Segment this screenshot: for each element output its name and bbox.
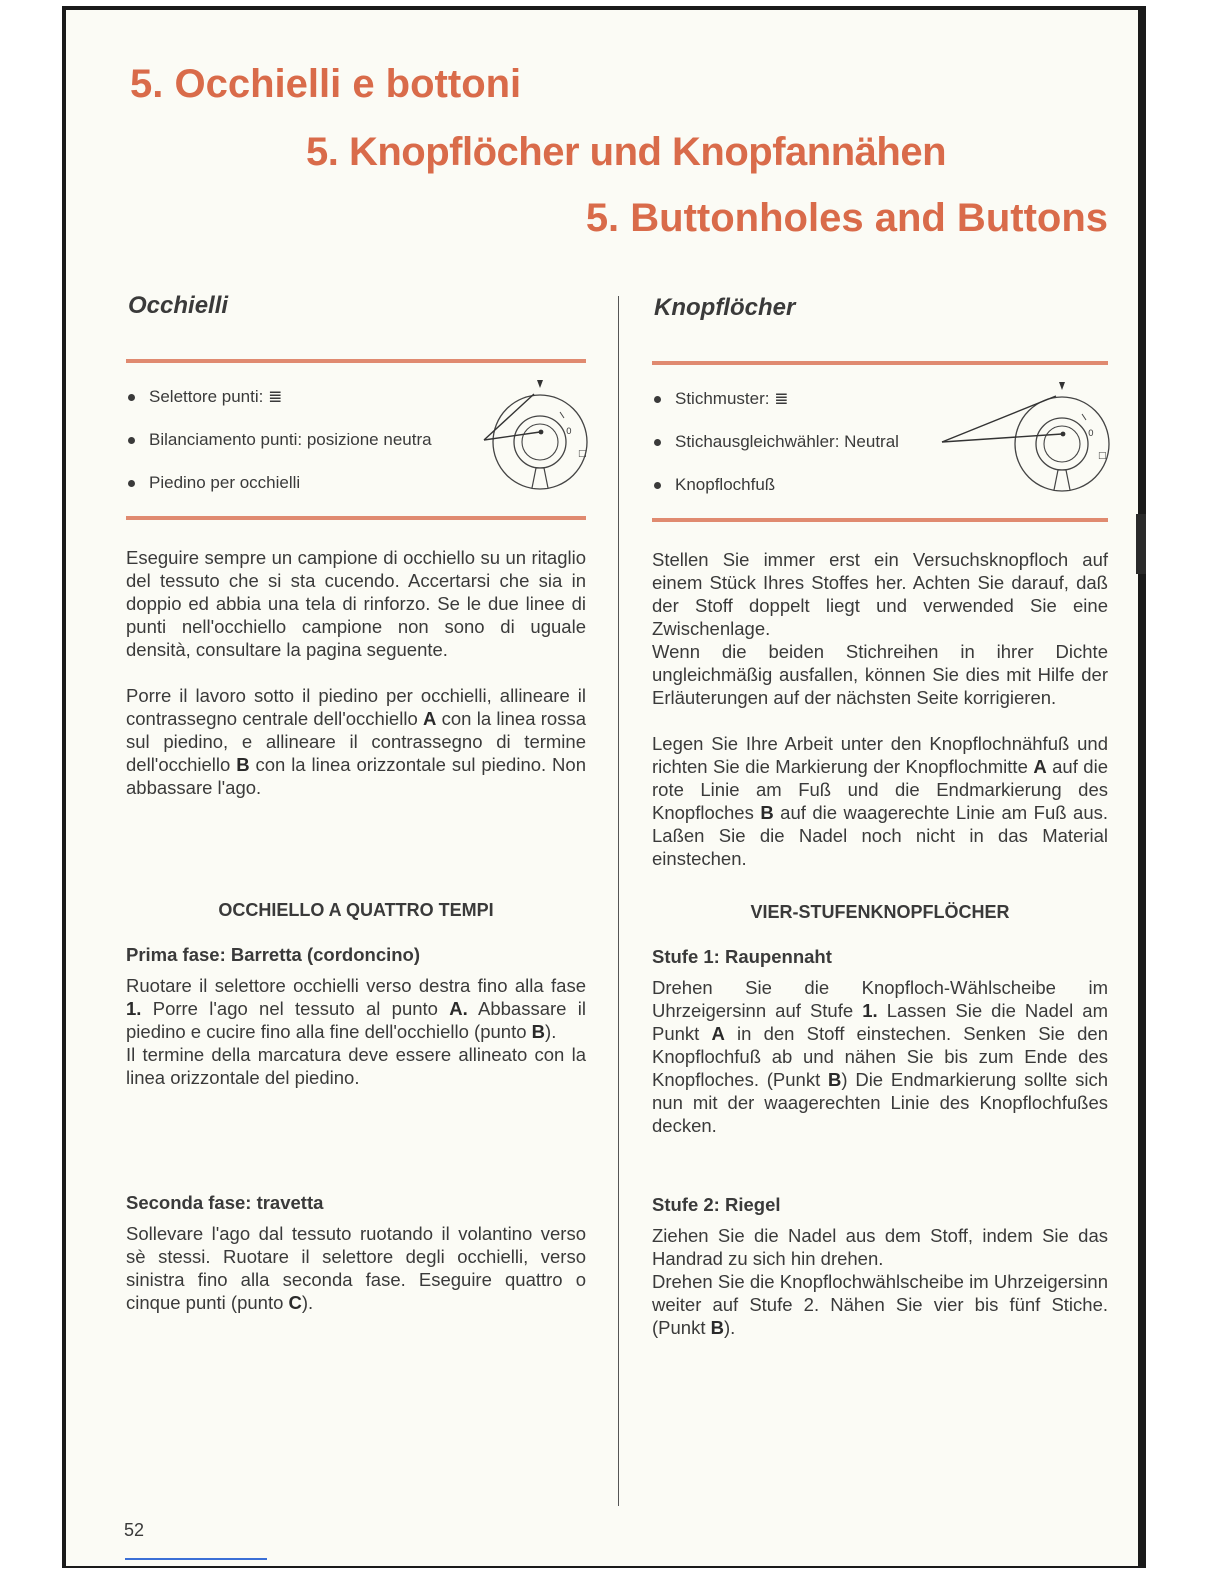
requirement-text: Bilanciamento punti: posizione neutra (149, 430, 432, 449)
requirement-text: Piedino per occhielli (149, 473, 301, 492)
requirement-item (654, 388, 788, 410)
text-run: ). (545, 1021, 557, 1042)
section-title-left: OCCHIELLO A QUATTRO TEMPI (218, 900, 494, 920)
title-italian: 5. Occhielli e bottoni (130, 62, 522, 106)
placement-text-left (126, 684, 586, 799)
title-english: 5. Buttonholes and Buttons (585, 196, 1108, 240)
label-step-number: 1. (126, 998, 142, 1019)
step1-text-left (126, 974, 586, 1089)
intro-text-left: Eseguire sempre un campione di occhiello su un ritaglio del tessuto che si sta cucendo. Accertarsi che sia in doppio ed abbia una tela di rinforzo. Se le due linee di punti nell'occhiello campione non sono di uguale densità, consultare la pagina seguente. (126, 547, 586, 660)
text-run: Lassen Sie die Nadel am Punkt (652, 1000, 1108, 1044)
stitch-dial-icon (936, 378, 1114, 502)
step2-text-left (126, 1222, 586, 1314)
text-run: Ziehen Sie die Nadel aus dem Stoff, indem Sie das Handrad zu sich hin drehen. (652, 1225, 1108, 1269)
step1-title-left: Prima fase: Barretta (cordoncino) (126, 944, 421, 965)
svg-text:□: □ (1098, 451, 1107, 461)
requirement-text: Stichausgleichwähler: Neutral (675, 432, 899, 451)
text-run: Il termine della marcatura deve essere allineato con la linea orizzontale del piedino. (126, 1044, 586, 1088)
label-a: A. (449, 998, 468, 1019)
label-b: B (760, 802, 774, 823)
text-run: ). (301, 1292, 314, 1313)
label-b: B (236, 754, 250, 775)
intro-text-right: Stellen Sie immer erst ein Versuchsknopfloch auf einem Stück Ihres Stoffes her. Achten Sie darauf, daß der Stoff doppelt liegt und verwended Sie eine Zwischenlage. (652, 549, 1108, 639)
title-german: 5. Knopflöcher und Knopfannähen (306, 130, 947, 174)
rule-bottom-right (652, 518, 1108, 522)
rule-top-left (126, 359, 586, 363)
requirement-item (654, 431, 899, 453)
text-run: Abbassare il piedino e cucire fino alla fine dell'occhiello (punto (126, 998, 586, 1042)
step2-title-right: Stufe 2: Riegel (652, 1194, 781, 1215)
rule-top-right (652, 361, 1108, 365)
heading-occhielli: Occhielli (128, 292, 229, 319)
text-run: Drehen Sie die Knopflochwählscheibe im Uhrzeigersinn weiter auf Stufe 2. Nähen Sie vier bis fünf Stiche. (Punkt (652, 1271, 1108, 1338)
intro2-text-right: Wenn die beiden Stichreihen in ihrer Dichte ungleichmäßig ausfallen, können Sie dies mit Hilfe der Erläuterungen auf der nächsten Seite korrigieren. (652, 641, 1108, 708)
requirement-item (128, 386, 282, 408)
text-run: auf die rote Linie am Fuß und die Endmarkierung des Knopfloches (652, 756, 1108, 823)
step2-title-left: Seconda fase: travetta (126, 1192, 324, 1213)
svg-text:0: 0 (566, 427, 572, 437)
label-b: B (828, 1069, 842, 1090)
page-edge-mark (1136, 514, 1146, 574)
text-run: con la linea rossa sul piedino, e allineare il contrassegno di termine dell'occhiello (126, 708, 586, 775)
column-divider (618, 296, 619, 1506)
text-run: Legen Sie Ihre Arbeit unter den Knopflochnähfuß und richten Sie die Markierung der Knopflochmitte (652, 733, 1108, 777)
svg-text:0: 0 (1088, 429, 1094, 439)
bullet-icon (128, 480, 135, 487)
section-title-right: VIER-STUFENKNOPFLÖCHER (750, 902, 1010, 922)
step2-text-right (652, 1224, 1108, 1339)
heading-knopfloecher: Knopflöcher (654, 294, 796, 321)
bullet-icon (128, 394, 135, 401)
label-a: A (423, 708, 437, 729)
bullet-icon (128, 437, 135, 444)
bullet-icon (654, 396, 661, 403)
bullet-icon (654, 482, 661, 489)
footer-line (125, 1558, 267, 1560)
step1-title-right: Stufe 1: Raupennaht (652, 946, 832, 967)
text-run: auf die waagerechte Linie am Fuß aus. Laßen Sie die Nadel noch nicht in das Material einstechen. (652, 802, 1108, 869)
requirement-text: Selettore punti: ≣ (149, 387, 283, 406)
label-a: A (711, 1023, 725, 1044)
text-run: in den Stoff einstechen. Senken Sie den Knopflochfuß ab und nähen Sie bis zum Ende des Knopfloches. (Punkt (652, 1023, 1108, 1090)
text-run: Porre l'ago nel tessuto al punto (141, 998, 450, 1019)
requirement-item (654, 474, 775, 496)
requirement-text: Knopflochfuß (675, 475, 776, 494)
rule-bottom-left (126, 516, 586, 520)
requirement-item (128, 472, 300, 494)
requirement-text: Stichmuster: ≣ (675, 389, 789, 408)
label-b: B (710, 1317, 724, 1338)
label-a: A (1033, 756, 1047, 777)
svg-text:□: □ (578, 449, 587, 459)
page-number: 52 (124, 1520, 145, 1540)
text-run: con la linea orizzontale sul piedino. Non abbassare l'ago. (126, 754, 586, 798)
stitch-dial-icon (474, 376, 594, 500)
text-run: Sollevare l'ago dal tessuto ruotando il volantino verso sè stessi. Ruotare il selettore degli occhielli, verso sinistra fino alla seconda fase. Eseguire quattro o cinque punti (punto (126, 1223, 586, 1313)
text-run: Ruotare il selettore occhielli verso destra fino alla fase (126, 975, 586, 996)
text-run: Drehen Sie die Knopfloch-Wählscheibe im Uhrzeigersinn auf Stufe (652, 977, 1108, 1021)
label-c: C (288, 1292, 302, 1313)
text-run: Porre il lavoro sotto il piedino per occhielli, allineare il contrassegno centrale dell'occhiello (126, 685, 586, 729)
label-step-number: 1. (862, 1000, 878, 1021)
text-run: ) Die Endmarkierung sollte sich nun mit der waagerechten Linie des Knopflochfußes decken. (652, 1069, 1108, 1136)
requirement-item (128, 429, 432, 451)
step1-text-right (652, 976, 1108, 1137)
label-b: B (531, 1021, 546, 1042)
bullet-icon (654, 439, 661, 446)
text-run: ). (723, 1317, 736, 1338)
placement-text-right (652, 732, 1108, 870)
